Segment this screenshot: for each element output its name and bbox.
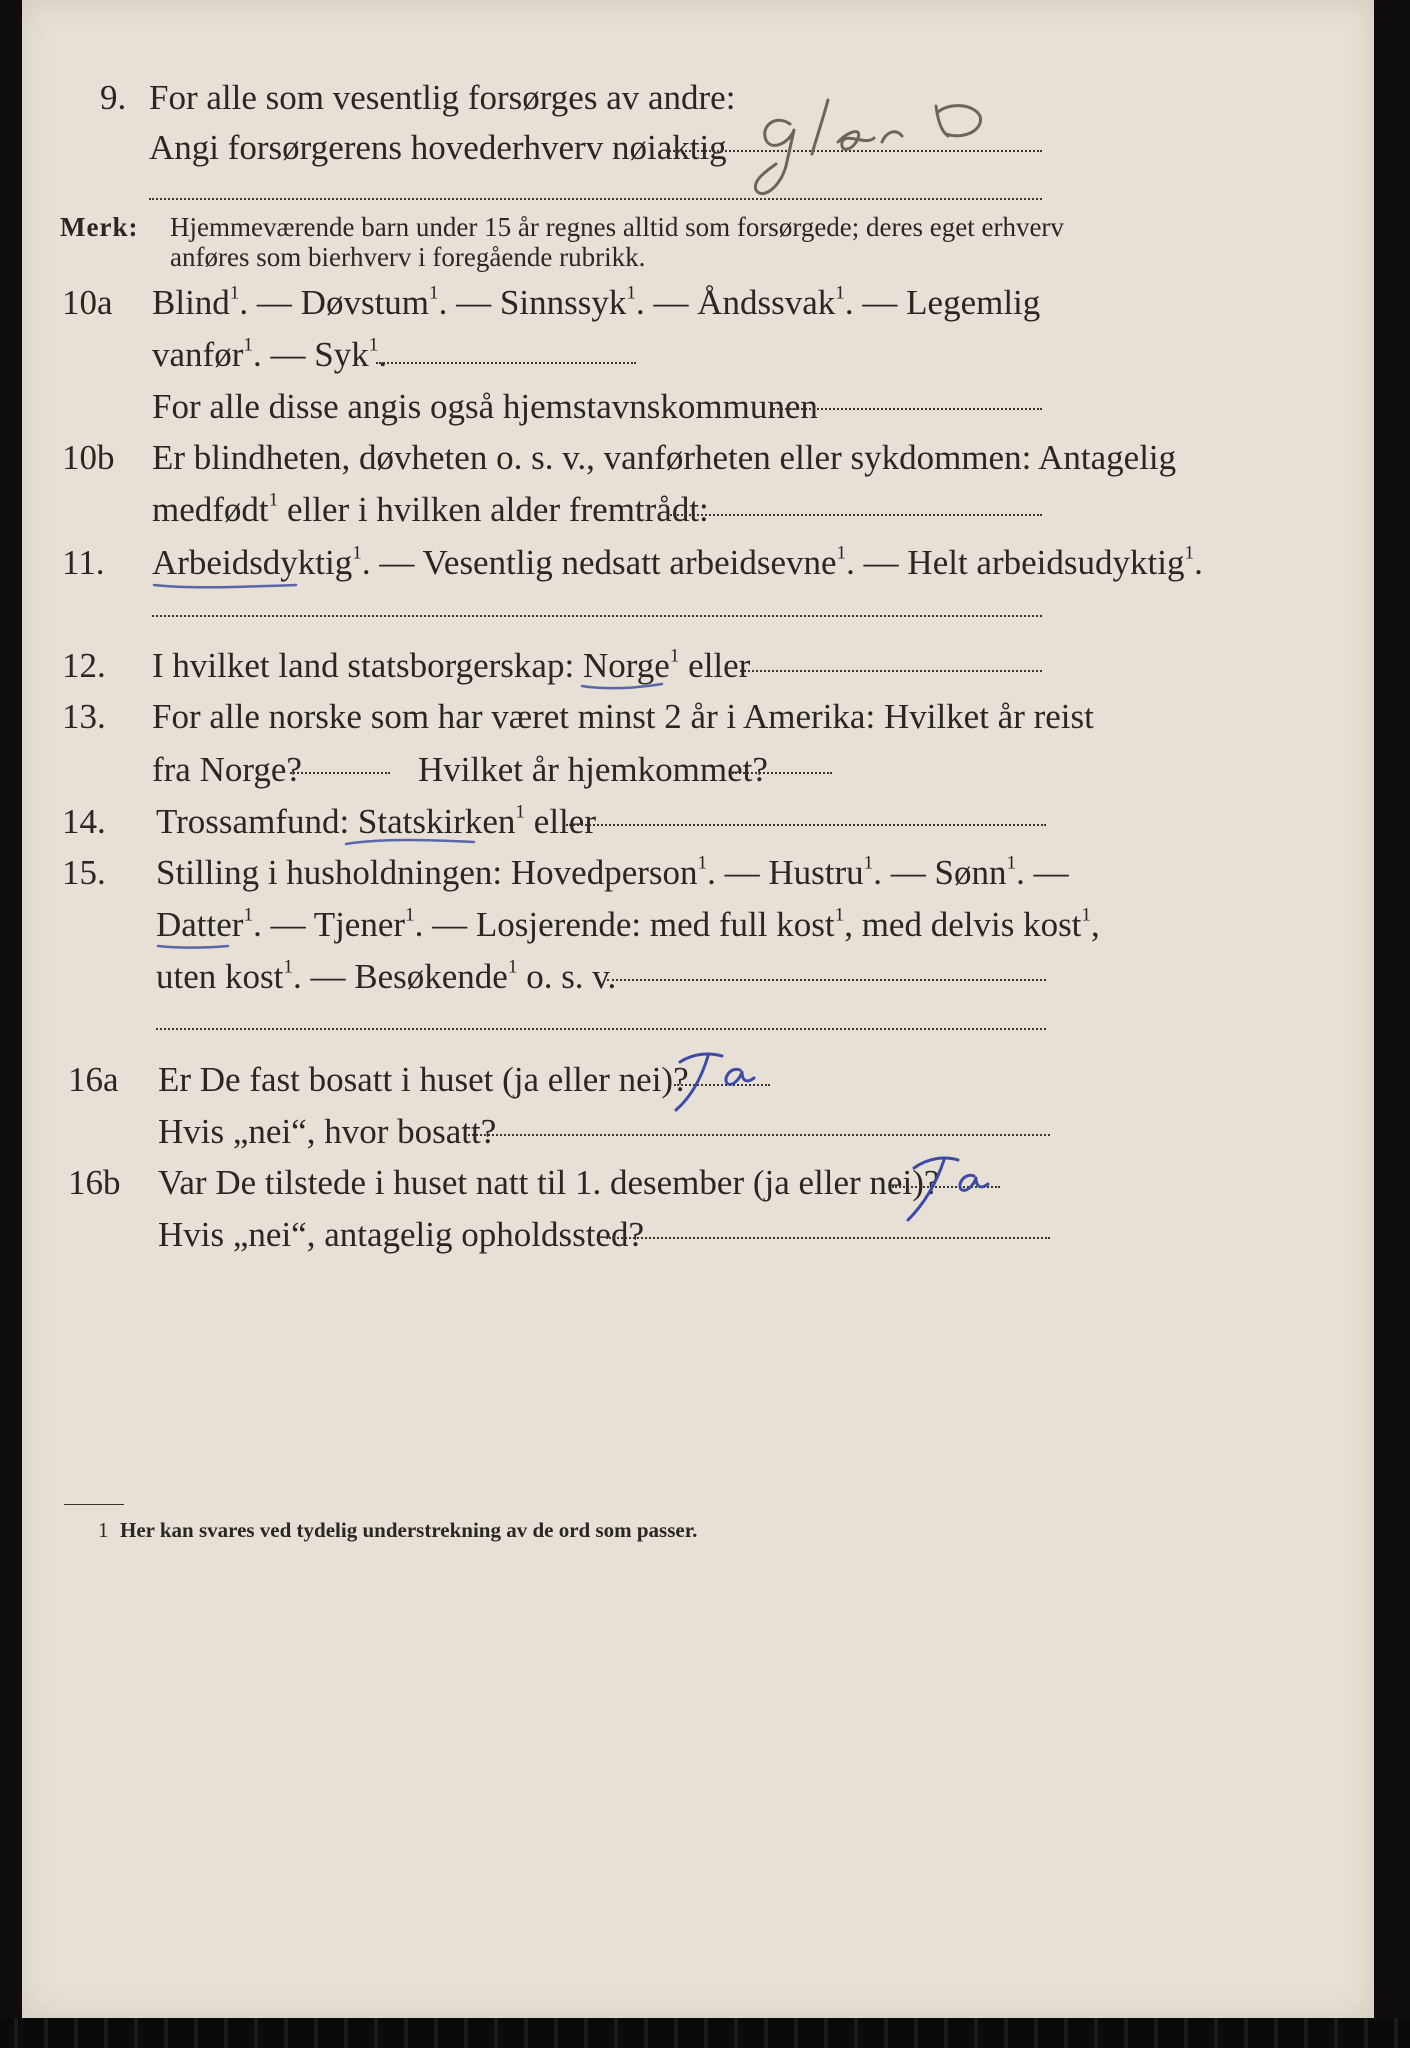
q10a-number: 10a [62,283,113,322]
q13-right-answer-line [732,772,832,774]
q13-line2a: fra Norge? [152,750,302,789]
q12-line1: I hvilket land statsborgerskap: Norge$^1$ eller [152,645,751,685]
q9-handwritten-answer [742,92,1002,202]
q10a-line3: For alle disse angis også hjemstavnskommunen [152,387,818,426]
q11-underline-mark [150,575,300,595]
film-edge-strip [0,2018,1410,2048]
q11-line1: Arbeidsdyktig$^1$. — Vesentlig nedsatt arbeidsevne$^1$. — Helt arbeidsudyktig$^1$. [152,542,1203,582]
q12-answer-line [740,670,1042,672]
q9-number: 9. [100,78,127,117]
q16a-residence-line [468,1134,1050,1136]
q10a-home-line [770,408,1042,410]
footnote-ref: 1 [268,489,279,511]
q10b-line2: medfødt$^1$ eller i hvilken alder fremtrådt: [152,489,709,529]
form-page [22,0,1374,2018]
q10b-number: 10b [62,438,115,477]
footnote-rule [64,1504,124,1505]
footnote-ref: 1 [283,956,293,978]
q15-answer-line [607,979,1046,981]
q15-line3: uten kost$^1$. — Besøkende$^1$ o. s. v. [156,956,617,996]
merk-label: Merk: [60,212,139,242]
q10a-answer-line [376,362,636,364]
footnote-ref: 1 [1184,542,1195,564]
footnote-ref: 1 [863,852,874,874]
footnote-ref: 1 [229,282,240,304]
q14-answer-line [566,824,1046,826]
q10a-line1: Blind$^1$. — Døvstum$^1$. — Sinnssyk$^1$. — Åndssvak$^1$. — Legemlig [152,282,1041,322]
q15-underline-mark [154,938,234,954]
q16b-line1: Var De tilstede i huset natt til 1. desember (ja eller nei)? [158,1163,940,1202]
q12-underline-mark [578,678,668,696]
q14-number: 14. [62,802,106,841]
q16a-number: 16a [68,1060,119,1099]
q13-number: 13. [62,697,106,736]
merk-line1: Hjemmeværende barn under 15 år regnes alltid som forsørgede; deres eget erhverv [170,212,1064,242]
footnote-mark: 1 [98,1518,109,1542]
footnote-ref: 1 [405,904,415,926]
footnote-ref: 1 [669,645,680,667]
q14-underline-mark [342,834,482,852]
q16a-line1: Er De fast bosatt i huset (ja eller nei)? [158,1060,689,1099]
footnote-ref: 1 [836,542,847,564]
footnote-ref: 1 [626,282,636,304]
footnote-ref: 1 [697,852,708,874]
q11-number: 11. [62,543,105,582]
q9-line1: For alle som vesentlig forsørges av andre: [149,78,736,117]
q15-line1: Stilling i husholdningen: Hovedperson$^1$. — Hustru$^1$. — Sønn$^1$. — [156,852,1069,892]
q14-line1: Trossamfund: Statskirken$^1$ eller [156,801,596,841]
q16b-handwritten-answer [894,1142,1004,1232]
q16a-handwritten-answer [662,1040,772,1120]
footnote-ref: 1 [243,904,254,926]
footnote-ref: 1 [1006,852,1017,874]
footnote-ref: 1 [507,956,518,978]
q15-answer-line-2 [156,1028,1046,1030]
footnote-ref: 1 [243,334,253,356]
q16b-line2: Hvis „nei“, antagelig opholdssted? [158,1215,644,1254]
q16a-line2: Hvis „nei“, hvor bosatt? [158,1112,497,1151]
q12-number: 12. [62,646,106,685]
footnote-ref: 1 [352,542,362,564]
merk-line2: anføres som bierhverv i foregående rubrikk. [170,242,646,272]
q9-line2: Angi forsørgerens hovederhverv nøiaktig [149,128,727,167]
q16b-whereabouts-line [606,1237,1050,1239]
q11-answer-line [152,615,1042,617]
footnote-ref: 1 [368,334,379,356]
footnote-text: Her kan svares ved tydelig understrekning av de ord som passer. [120,1518,698,1542]
q16b-number: 16b [68,1163,121,1202]
footnote-ref: 1 [1081,904,1092,926]
q10b-line1: Er blindheten, døvheten o. s. v., vanførheten eller sykdommen: Antagelig [152,438,1177,477]
q15-line2: Datter$^1$. — Tjener$^1$. — Losjerende: med full kost$^1$, med delvis kost$^1$, [156,904,1100,944]
footnote-ref: 1 [429,282,439,304]
footnote-ref: 1 [835,282,845,304]
q13-line1: For alle norske som har været minst 2 år i Amerika: Hvilket år reist [152,697,1094,736]
q15-number: 15. [62,853,106,892]
q13-line2b: Hvilket år hjemkommet? [418,750,768,789]
footnote-ref: 1 [834,904,845,926]
q13-left-answer-line [290,772,390,774]
q10b-answer-line [670,514,1042,516]
footnote-ref: 1 [515,801,526,823]
q10a-line2: vanfør$^1$. — Syk$^1$. [152,334,388,374]
